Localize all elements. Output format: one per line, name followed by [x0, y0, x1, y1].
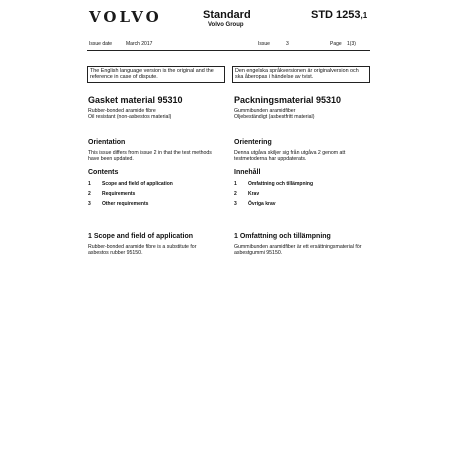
- notice-english: The English language version is the original and the reference in case of dispute.: [87, 66, 225, 83]
- toc-label: Requirements: [102, 191, 136, 197]
- toc-item-en-2: [88, 191, 135, 197]
- orientation-text-sv: Denna utgåva skiljer sig från utgåva 2 genom att testmetoderna har uppdaterats.: [234, 150, 346, 162]
- toc-number: 2: [234, 191, 237, 197]
- issue-date-label: Issue date: [89, 41, 113, 47]
- title-sv: Packningsmaterial 95310: [234, 95, 342, 105]
- section1-heading-sv: 1 Omfattning och tillämpning: [234, 233, 331, 240]
- standard-number: [311, 9, 367, 21]
- subtitle-en-1: Rubber-bonded aramide fibre: [88, 108, 156, 114]
- standard-number-suffix: ,1: [360, 11, 368, 20]
- header-rule: [87, 50, 370, 51]
- toc-label: Scope and field of application: [102, 181, 173, 187]
- contents-heading-sv: Innehåll: [234, 169, 261, 176]
- toc-item-en-1: [88, 181, 173, 187]
- contents-heading-en: Contents: [88, 169, 119, 176]
- toc-number: 3: [88, 201, 91, 207]
- subtitle-sv-2: Oljebeständigt (asbestfritt material): [234, 114, 315, 120]
- toc-item-en-3: [88, 201, 148, 207]
- toc-item-sv-2: [234, 191, 259, 197]
- toc-number: 3: [234, 201, 237, 207]
- notice-swedish: Den engelska språkversionen är originalversion och ska åberopas i händelse av tvist.: [232, 66, 370, 83]
- toc-label: Krav: [248, 191, 260, 197]
- issue-date-value: March 2017: [126, 41, 153, 47]
- document-type: Standard: [203, 9, 251, 21]
- toc-label: Other requirements: [102, 201, 149, 207]
- title-en: Gasket material 95310: [88, 95, 183, 105]
- orientation-text-en: This issue differs from issue 2 in that the test methods have been updated.: [88, 150, 212, 162]
- toc-number: 1: [234, 181, 237, 187]
- issue-value: 3: [286, 41, 289, 47]
- standard-number-main: STD 1253: [311, 9, 361, 21]
- section1-text-sv: Gummibunden aramidfiber är ett ersättningsmaterial för asbestgummi 95150.: [234, 244, 362, 256]
- toc-label: Omfattning och tillämpning: [248, 181, 313, 187]
- toc-label: Övriga krav: [248, 201, 276, 207]
- issue-label: Issue: [258, 41, 270, 47]
- toc-number: 1: [88, 181, 91, 187]
- orientation-heading-sv: Orientering: [234, 139, 272, 146]
- orientation-heading-en: Orientation: [88, 139, 126, 146]
- toc-item-sv-3: [234, 201, 276, 207]
- volvo-logo: VOLVO: [89, 8, 162, 26]
- section1-text-en: Rubber-bonded aramide fibre is a substitute for asbestos rubber 95150.: [88, 244, 197, 256]
- subtitle-en-2: Oil resistant (non-asbestos material): [88, 114, 172, 120]
- toc-number: 2: [88, 191, 91, 197]
- toc-item-sv-1: [234, 181, 313, 187]
- page-label: Page: [330, 41, 342, 47]
- subtitle-sv-1: Gummibunden aramidfiber: [234, 108, 296, 114]
- document-group: Volvo Group: [208, 22, 244, 28]
- section1-heading-en: 1 Scope and field of application: [88, 233, 194, 240]
- page-value: 1(3): [347, 41, 356, 47]
